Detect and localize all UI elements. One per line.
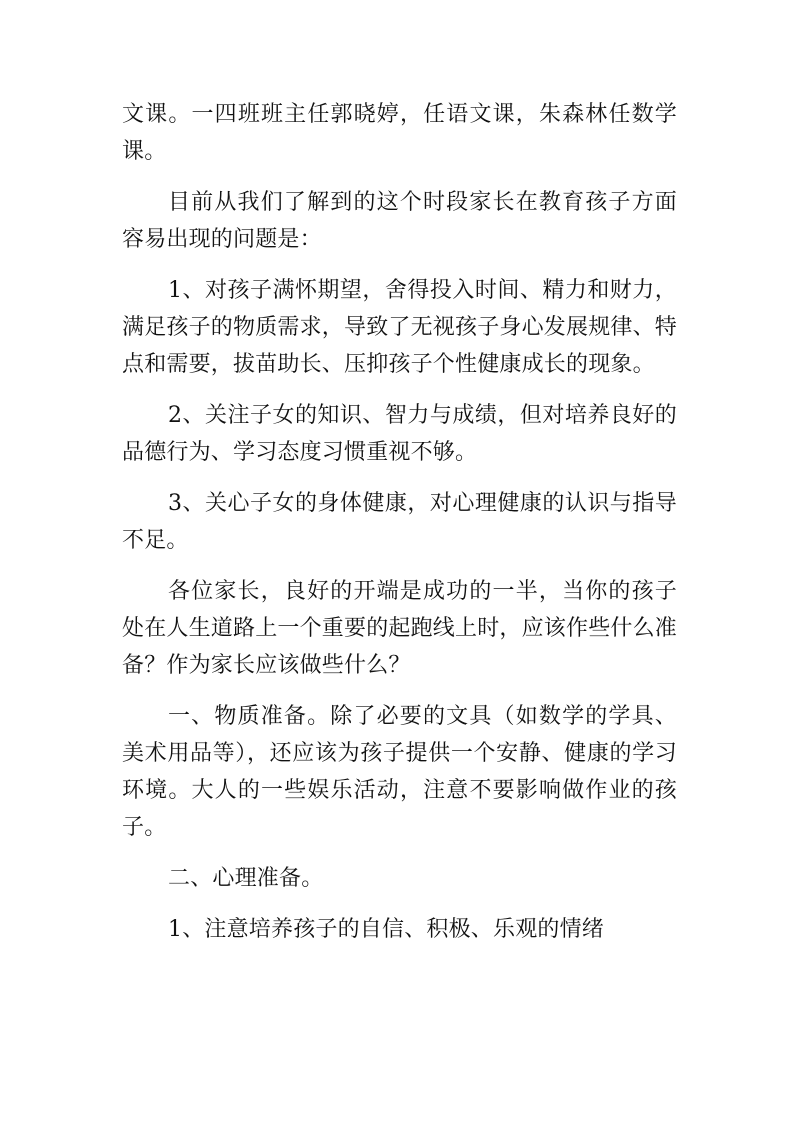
- document-body: [122, 96, 677, 948]
- paragraph-problem-2: 2、关注子女的知识、智力与成绩，但对培养良好的品德行为、学习态度习惯重视不够。: [122, 403, 677, 465]
- paragraph-problem-3: 3、关心子女的身体健康，对心理健康的认识与指导不足。: [122, 491, 677, 553]
- paragraph-problem-1: 1、对孩子满怀期望，舍得投入时间、精力和财力，满足孩子的物质需求，导致了无视孩子身心发展规律、特点和需要，拔苗助长、压抑孩子个性健康成长的现象。: [122, 278, 678, 377]
- paragraph-continuation: 文课。一四班班主任郭晓婷，任语文课，朱森林任数学课。: [122, 102, 677, 164]
- paragraph-intro-problems: 目前从我们了解到的这个时段家长在教育孩子方面容易出现的问题是：: [122, 190, 677, 252]
- paragraph-material-preparation: 一、物质准备。除了必要的文具（如数学的学具、美术用品等），还应该为孩子提供一个安静、健康的学习环境。大人的一些娱乐活动，注意不要影响做作业的孩子。: [122, 704, 677, 840]
- paragraph-psychological-1: 1、注意培养孩子的自信、积极、乐观的情绪: [168, 917, 604, 942]
- paragraph-parents-question: 各位家长，良好的开端是成功的一半，当你的孩子处在人生道路上一个重要的起跑线上时，应该作些什么准备？作为家长应该做些什么？: [122, 579, 678, 678]
- paragraph-psychological-heading: 二、心理准备。: [168, 866, 324, 891]
